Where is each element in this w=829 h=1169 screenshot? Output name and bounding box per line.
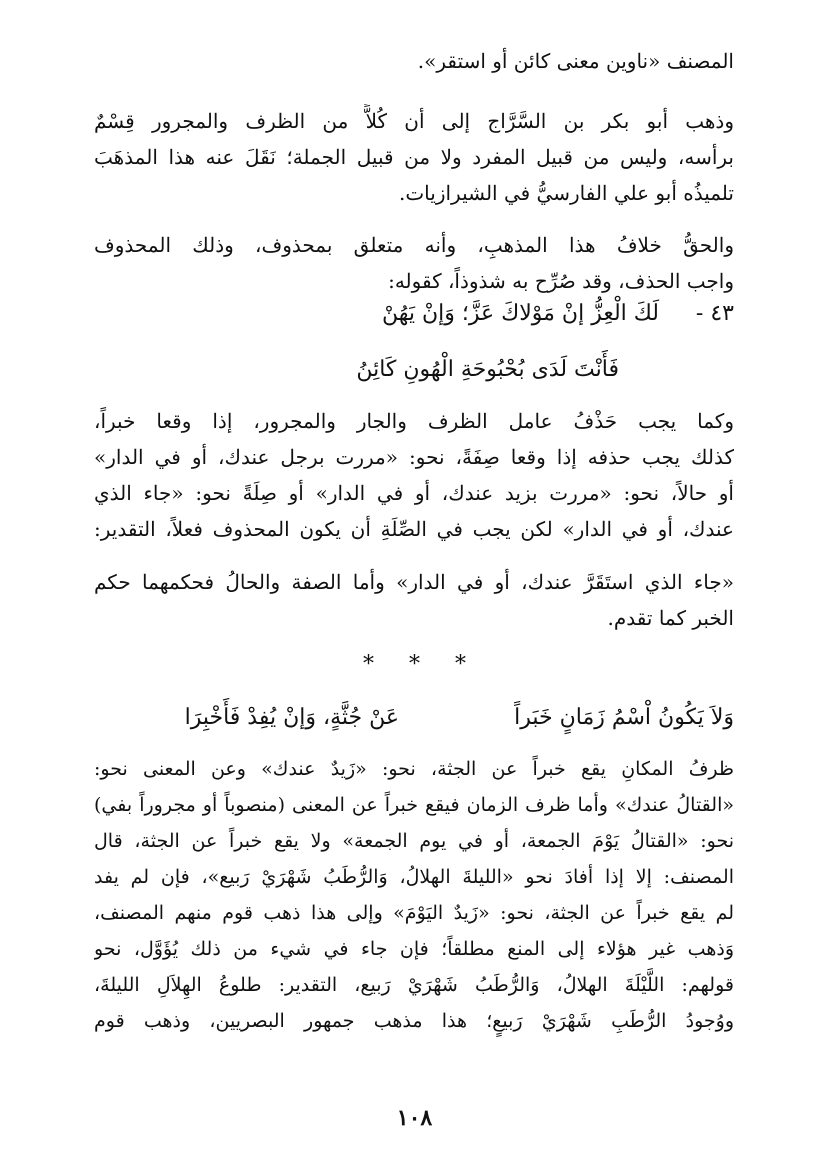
alfiya-hemistich-first: وَلاَ يَكُونُ اْسْمُ زَمَانٍ خَبَراً: [514, 705, 734, 730]
verse-number: ٤٣ -: [695, 301, 734, 326]
text-line: برأسه، وليس من قبيل المفرد ولا من قبيل الجملة؛ نَقَلَ عنه هذا المذهَبَ: [94, 145, 734, 169]
text-line: تلميذُه أبو علي الفارسيُّ في الشيرازيات.: [398, 181, 734, 205]
text-line: والحقُّ خلافُ هذا المذهبِ، وأنه متعلق بمحذوف، وذلك المحذوف: [94, 233, 734, 257]
alfiya-hemistich-second: عَنْ جُثَّةٍ، وَإنْ يُفِدْ فَأَخْبِرَا: [184, 705, 399, 730]
text-line: أو حالاً، نحو: «مررت بزيد عندك، أو في الدار» أو صِلَةً نحو: «جاء الذي: [94, 481, 734, 505]
text-line: وَذهب غير هؤلاء إلى المنع مطلقاً؛ فإن جاء في شيء من ذلك يُؤَوَّل، نحو: [94, 938, 734, 960]
text-line: وكما يجب حَذْفُ عامل الظرف والجار والمجرور، إذا وقعا خبراً،: [94, 409, 734, 433]
text-line: الخبر كما تقدم.: [607, 606, 734, 630]
page-number: ١٠٨: [396, 1105, 433, 1131]
text-line: نحو: «القتالُ يَوْمَ الجمعة، أو في يوم الجمعة» ولا يقع خبراً عن الجثة، قال: [94, 830, 734, 852]
text-line: «جاء الذي استَقَرَّ عندك، أو في الدار» وأما الصفة والحالُ فحكمهما حكم: [94, 570, 734, 594]
text-line: كذلك يجب حذفه إذا وقعا صِفَةً، نحو: «مررت برجل عندك، أو في الدار»: [94, 445, 734, 469]
verse-hemistich-first: لَكَ الْعِزُّ إنْ مَوْلاكَ عَزَّ؛ وَإنْ يَهُنْ: [381, 301, 659, 326]
text-line: قولهم: اللَّيْلَةَ الهلالُ، وَالرُّطَبُ شَهْرَيْ رَبيع، التقدير: طلوعُ الهِلاَلِ الليلةَ،: [94, 974, 734, 996]
verse-hemistich-second: فَأَنْتَ لَدَى بُحْبُوحَةِ الْهُونِ كَائِنُ: [356, 357, 619, 382]
text-line: المصنف: إلا إذا أفادَ نحو «الليلةَ الهلالُ، وَالرُّطَبُ شَهْرَيْ رَبيع»، فإن لم يفد: [94, 866, 734, 888]
text-line: وذهب أبو بكر بن السَّرَّاج إلى أن كُلاًّ من الظرف والمجرور قِسْمٌ: [94, 109, 734, 133]
text-line: لم يقع خبراً عن الجثة، نحو: «زَيدٌ اليَوْمَ» وإلى هذا ذهب قوم منهم المصنف،: [94, 902, 734, 924]
text-line: ووُجودُ الرُّطَبِ شَهْرَيْ رَبيعٍ؛ هذا مذهب جمهور البصريين، وذهب قوم: [94, 1010, 734, 1032]
section-separator: * * *: [363, 652, 466, 677]
text-line: واجب الحذف، وقد صُرِّح به شذوذاً، كقوله:: [388, 269, 734, 293]
text-line: «القتالُ عندك» وأما ظرف الزمان فيقع خبراً عن المعنى (منصوباً أو مجروراً بفي): [94, 794, 734, 816]
text-line: المصنف «ناوين معنى كائن أو استقر».: [417, 49, 734, 73]
text-line: عندك، أو في الدار» لكن يجب في الصِّلَةِ أن يكون المحذوف فعلاً، التقدير:: [94, 517, 734, 541]
text-line: ظرفُ المكانِ يقع خبراً عن الجثة، نحو: «زَيدٌ عندك» وعن المعنى نحو:: [94, 758, 734, 780]
